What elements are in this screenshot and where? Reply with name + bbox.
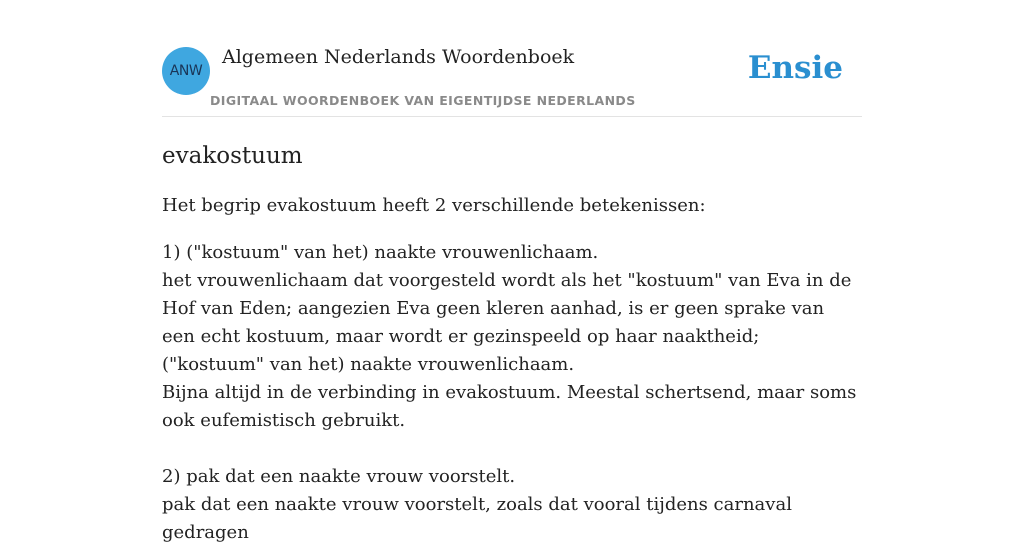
- meaning-heading: 2) pak dat een naakte vrouw voorstelt.: [162, 466, 516, 487]
- site-subtitle: DIGITAAL WOORDENBOEK VAN EIGENTIJDSE NEDERLANDS: [210, 93, 636, 108]
- ensie-brand-logo[interactable]: Ensie: [747, 50, 843, 86]
- entry-intro: Het begrip evakostuum heeft 2 verschillende betekenissen:: [162, 195, 706, 216]
- meaning-heading: 1) ("kostuum" van het) naakte vrouwenlichaam.: [162, 242, 599, 263]
- site-header: [162, 0, 862, 117]
- site-title[interactable]: Algemeen Nederlands Woordenboek: [222, 46, 575, 68]
- meaning-item: [162, 463, 862, 547]
- page-container: [162, 0, 862, 547]
- anw-logo-text: ANW: [169, 63, 203, 79]
- meaning-definition: pak dat een naakte vrouw voorstelt, zoals dat vooral tijdens carnaval gedragen: [162, 494, 792, 543]
- meaning-item: [162, 239, 862, 435]
- anw-logo[interactable]: [162, 47, 210, 95]
- meaning-definition: het vrouwenlichaam dat voorgesteld wordt als het "kostuum" van Eva in de Hof van Eden; aangezien Eva geen kleren aanhad, is er geen sprake van een echt kostuum, maar wordt er gezinspeeld op haar naaktheid; ("kostuum" van het) naakte vrouwenlichaam.: [162, 270, 852, 375]
- entry-term: evakostuum: [162, 143, 303, 169]
- meaning-usage: Bijna altijd in de verbinding in evakostuum. Meestal schertsend, maar soms ook eufemistisch gebruikt.: [162, 382, 857, 431]
- meanings-list: [162, 239, 862, 547]
